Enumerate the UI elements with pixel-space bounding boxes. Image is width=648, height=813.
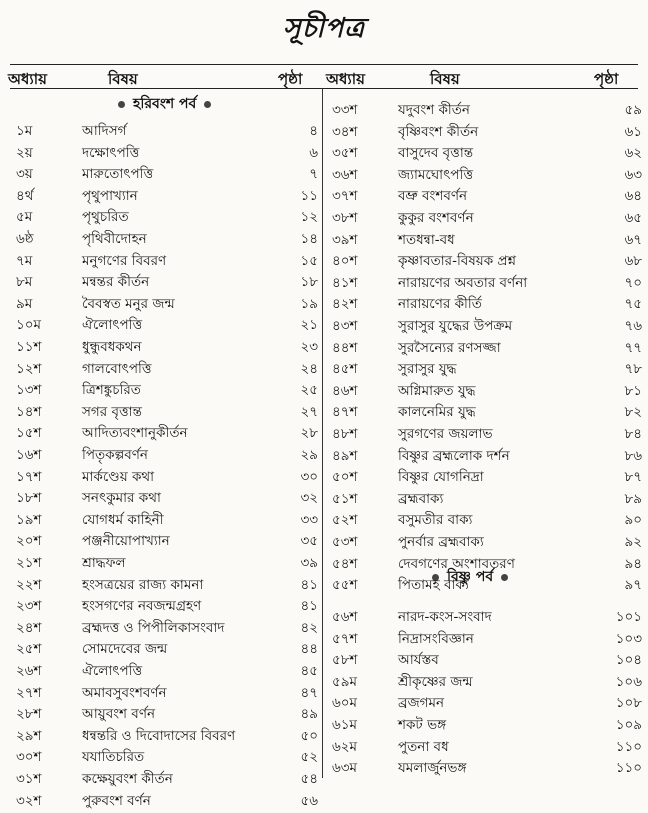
chapter-title: নিদ্রাসংবিজ্ঞান xyxy=(398,630,474,647)
page-number: ১৪ xyxy=(300,231,318,247)
chapter-title: আর্যস্তব xyxy=(398,652,439,669)
bullet-icon xyxy=(118,101,125,108)
chapter-number: ৭ম xyxy=(16,252,33,269)
chapter-title: সগর বৃত্তান্ত xyxy=(82,403,142,420)
chapter-title: কৃষ্ণাবতার-বিষয়ক প্রশ্ন xyxy=(398,253,517,270)
page-number: ৩৫ xyxy=(300,533,318,550)
toc-row xyxy=(10,484,318,506)
toc-row xyxy=(10,160,318,182)
chapter-number: ৫১শ xyxy=(332,490,358,507)
toc-row xyxy=(10,311,318,333)
chapter-title: পুরুবংশ বর্ণন xyxy=(82,792,151,809)
chapter-title: পিতামহ বাক্য xyxy=(398,577,469,594)
chapter-number: ৪০শ xyxy=(332,253,358,270)
chapter-number: ৩৮শ xyxy=(332,210,358,226)
page-number: ১৮ xyxy=(300,274,318,291)
chapter-number: ৪১শ xyxy=(332,274,358,291)
page-number: ২৮ xyxy=(300,425,318,442)
page-number: ৩৩ xyxy=(300,511,318,528)
chapter-title: বৈবস্বত মনুর জন্ম xyxy=(82,295,175,312)
toc-row xyxy=(10,679,318,701)
toc-row xyxy=(326,182,642,204)
toc-row xyxy=(326,485,642,507)
chapter-title: আদিসর্গ xyxy=(82,123,127,139)
toc-row xyxy=(10,657,318,679)
page-number: ১০৩ xyxy=(615,630,642,647)
page-number: ৭৭ xyxy=(624,339,642,356)
toc-row xyxy=(326,571,642,593)
toc-row xyxy=(326,668,642,690)
contents-table xyxy=(0,90,648,809)
chapter-number: ৩৯শ xyxy=(332,231,358,248)
chapter-number: ৫৪শ xyxy=(332,555,358,572)
bullet-icon xyxy=(204,101,211,108)
header-topic-right: বিষয় xyxy=(430,70,460,88)
header-chapter-right: অধ্যায় xyxy=(326,70,365,88)
chapter-number: ১ম xyxy=(16,123,33,139)
toc-row xyxy=(10,571,318,593)
toc-row xyxy=(326,754,642,776)
chapter-number: ৬৩ম xyxy=(332,760,358,777)
chapter-title: যোগধর্ম কাহিনী xyxy=(82,511,164,528)
page-number: ১০৯ xyxy=(615,717,642,733)
page-number: ৩৯ xyxy=(300,555,318,571)
page-number: ২৩ xyxy=(300,339,318,355)
page-number: ৫২ xyxy=(300,749,318,766)
chapter-number: ৩৩শ xyxy=(332,102,358,118)
chapter-title: দেবগণের অংশাবতরণ xyxy=(398,555,515,572)
chapter-number: ২৭শ xyxy=(16,684,42,701)
toc-row xyxy=(10,441,318,463)
chapter-title: পৃথুপাখ্যান xyxy=(82,187,138,204)
chapter-number: ৩৪শ xyxy=(332,123,358,140)
chapter-number: ৪৮শ xyxy=(332,426,358,442)
toc-row xyxy=(10,376,318,398)
page-number: ৮৭ xyxy=(624,469,642,486)
chapter-number: ৩৭শ xyxy=(332,188,358,205)
toc-row xyxy=(10,743,318,765)
chapter-number: ১৫শ xyxy=(16,425,42,442)
chapter-number: ৫৮শ xyxy=(332,652,358,669)
page-number: ৫৯ xyxy=(624,102,642,118)
chapter-title: পুতনা বধ xyxy=(398,738,449,755)
toc-row xyxy=(326,711,642,733)
chapter-number: ২৫শ xyxy=(16,641,42,658)
chapter-number: ১০ম xyxy=(16,317,42,334)
toc-row xyxy=(10,398,318,420)
page-number: ২৪ xyxy=(300,360,318,377)
header-page-left: পৃষ্ঠা xyxy=(278,70,303,88)
chapter-title: যদুবংশ কীর্তন xyxy=(398,102,470,118)
toc-row xyxy=(326,226,642,248)
chapter-title: শ্রীকৃষ্ণের জন্ম xyxy=(398,673,473,690)
page-number: ৪ xyxy=(309,123,318,139)
chapter-title: বসুমতীর বাক্য xyxy=(398,512,473,529)
chapter-title: হংসত্রয়ের রাজ্য কামনা xyxy=(82,576,204,593)
page-number: ৯২ xyxy=(624,534,642,550)
chapter-title: যযাতিচরিত xyxy=(82,749,145,766)
toc-row xyxy=(326,528,642,550)
toc-row xyxy=(326,689,642,711)
page-number: ১৫ xyxy=(300,252,318,269)
page-number: ২১ xyxy=(300,317,318,334)
toc-row xyxy=(10,290,318,312)
header-chapter-left: অধ্যায় xyxy=(8,70,47,88)
toc-row xyxy=(326,463,642,485)
chapter-title: ধুন্ধুবধকথন xyxy=(82,339,142,355)
toc-row xyxy=(10,635,318,657)
page-number: ৪৫ xyxy=(300,663,318,679)
page-number: ৪৪ xyxy=(300,641,318,658)
chapter-number: ৪৭শ xyxy=(332,404,358,421)
toc-row xyxy=(10,463,318,485)
chapter-title: মন্বন্তর কীর্তন xyxy=(82,274,150,291)
toc-row xyxy=(326,625,642,647)
chapter-title: সুরগণের জয়লাভ xyxy=(398,426,493,442)
page-number: ১৯ xyxy=(300,295,318,312)
page-number: ৮১ xyxy=(624,382,642,399)
page-number: ২৫ xyxy=(300,382,318,399)
chapter-title: পুনর্বার ব্রহ্মবাক্য xyxy=(398,534,484,550)
chapter-title: পৃথিবীদোহন xyxy=(82,231,147,247)
section-heading-harivamsha xyxy=(110,92,219,116)
chapter-title: কালনেমির যুদ্ধ xyxy=(398,404,476,421)
chapter-title: আদিত্যবংশানুকীর্তন xyxy=(82,425,188,442)
chapter-title: সোমদেবের জন্ম xyxy=(82,641,168,658)
chapter-title: দক্ষোৎপত্তি xyxy=(82,144,140,161)
toc-row xyxy=(326,420,642,442)
chapter-number: ৩০শ xyxy=(16,749,42,766)
chapter-title: অমাবসুবংশবর্ণন xyxy=(82,684,167,701)
toc-row xyxy=(10,139,318,161)
chapter-number: ৪২শ xyxy=(332,296,358,313)
chapter-number: ৪৯শ xyxy=(332,447,358,464)
page-number: ৮৬ xyxy=(624,447,642,464)
chapter-number: ৫২শ xyxy=(332,512,358,529)
page-number: ৬ xyxy=(309,144,318,161)
toc-row xyxy=(10,592,318,614)
chapter-number: ৬২ম xyxy=(332,738,358,755)
chapter-number: ৫ম xyxy=(16,209,33,226)
toc-row xyxy=(326,733,642,755)
chapter-title: সুরাসুর যুদ্ধ xyxy=(398,361,457,378)
toc-row xyxy=(326,506,642,528)
toc-row xyxy=(326,96,642,118)
chapter-title: সনৎকুমার কথা xyxy=(82,490,161,507)
toc-row xyxy=(326,269,642,291)
page-number: ৭ xyxy=(309,166,318,183)
chapter-number: ২৬শ xyxy=(16,663,42,679)
page-number: ১০৮ xyxy=(615,695,642,712)
page-number: ১০৪ xyxy=(615,652,642,669)
page-number: ১১ xyxy=(300,187,318,204)
chapter-title: নারায়ণের অবতার বর্ণনা xyxy=(398,274,528,291)
chapter-title: শকট ভঙ্গ xyxy=(398,717,447,733)
page-number: ৬৭ xyxy=(624,231,642,248)
page-number: ৬২ xyxy=(624,145,642,162)
chapter-title: ব্রজগমন xyxy=(398,695,445,712)
chapter-number: ২০শ xyxy=(16,533,42,550)
toc-row xyxy=(10,549,318,571)
page-number: ৭৫ xyxy=(624,296,642,313)
toc-row xyxy=(326,603,642,625)
page-number: ৪১ xyxy=(300,576,318,593)
chapter-title: আয়ুবংশ বর্ণন xyxy=(82,706,156,723)
page-number: ১১০ xyxy=(615,760,642,777)
chapter-title: ঐলোৎপত্তি xyxy=(82,317,143,334)
page-number: ২৯ xyxy=(300,447,318,463)
chapter-number: ১৩শ xyxy=(16,382,42,399)
chapter-number: ৪র্থ xyxy=(16,187,34,204)
toc-row xyxy=(326,646,642,668)
chapter-title: অগ্নিমারুত যুদ্ধ xyxy=(398,382,476,399)
toc-row xyxy=(10,117,318,139)
toc-row xyxy=(326,204,642,226)
chapter-title: হংসগণের নবজন্মগ্রহণ xyxy=(82,598,202,615)
page-number: ২৭ xyxy=(300,403,318,420)
chapter-number: ১২শ xyxy=(16,360,42,377)
chapter-number: ৫০শ xyxy=(332,469,358,486)
page-number: ৯০ xyxy=(624,512,642,529)
page-number: ১০১ xyxy=(615,609,642,625)
chapter-number: ২৯শ xyxy=(16,727,42,744)
toc-row xyxy=(326,442,642,464)
chapter-number: ২য় xyxy=(16,144,33,161)
page-number: ৯৭ xyxy=(624,577,642,594)
chapter-number: ১৯শ xyxy=(16,511,42,528)
chapter-number: ১৬শ xyxy=(16,447,42,463)
chapter-title: কক্ষেয়ুবংশ কীর্তন xyxy=(82,771,173,787)
chapter-title: মনুগণের বিবরণ xyxy=(82,252,167,269)
toc-row xyxy=(10,419,318,441)
chapter-title: নারায়ণের কীর্তি xyxy=(398,296,482,313)
toc-row xyxy=(10,787,318,809)
chapter-number: ৪৪শ xyxy=(332,339,358,356)
page-number: ১২ xyxy=(300,209,318,226)
chapter-number: ৯ম xyxy=(16,295,33,312)
chapter-number: ২২শ xyxy=(16,576,42,593)
toc-row xyxy=(10,722,318,744)
toc-row xyxy=(10,225,318,247)
toc-row xyxy=(326,312,642,334)
section-title: হরিবংশ পর্ব xyxy=(133,96,197,112)
page-number: ৪৯ xyxy=(300,706,318,723)
toc-row xyxy=(10,614,318,636)
toc-row xyxy=(326,118,642,140)
toc-row xyxy=(10,333,318,355)
chapter-number: ২৩শ xyxy=(16,598,42,615)
chapter-number: ৩১শ xyxy=(16,771,42,787)
chapter-title: শতধন্বা-বধ xyxy=(398,231,455,248)
page-number: ৪২ xyxy=(300,619,318,636)
page-number: ১০৬ xyxy=(615,673,642,690)
chapter-number: ৩৫শ xyxy=(332,145,358,162)
toc-row xyxy=(10,506,318,528)
toc-row xyxy=(326,161,642,183)
chapter-number: ৪৬শ xyxy=(332,382,358,399)
chapter-number: ৬০ম xyxy=(332,695,358,712)
chapter-number: ৩৬শ xyxy=(332,166,358,183)
chapter-title: ধন্বন্তরি ও দিবোদাসের বিবরণ xyxy=(82,727,236,744)
page-number: ৯৪ xyxy=(624,555,642,572)
toc-row xyxy=(326,550,642,572)
toc-row xyxy=(10,268,318,290)
toc-row xyxy=(326,247,642,269)
chapter-number: ৫৭শ xyxy=(332,630,358,647)
page-number: ৭০ xyxy=(624,274,642,291)
toc-row xyxy=(326,355,642,377)
chapter-title: ঐলোৎপত্তি xyxy=(82,663,143,679)
chapter-title: শ্রাদ্ধফল xyxy=(82,555,126,571)
toc-row xyxy=(326,139,642,161)
header-topic-left: বিষয় xyxy=(108,70,138,88)
chapter-number: ৫৫শ xyxy=(332,577,358,594)
page-number: ৫৪ xyxy=(300,771,318,787)
chapter-title: বিষ্ণুর ব্রহ্মলোক দর্শন xyxy=(398,447,510,464)
chapter-number: ৫৩শ xyxy=(332,534,358,550)
page-number: ৫০ xyxy=(300,727,318,744)
chapter-title: কুকুর বংশবর্ণন xyxy=(398,210,474,226)
chapter-title: যমলার্জুনভঙ্গ xyxy=(398,760,467,777)
chapter-title: সুরসৈন্যের রণসজ্জা xyxy=(398,339,501,356)
column-header-row xyxy=(0,64,648,88)
chapter-number: ৩২শ xyxy=(16,792,42,809)
toc-row xyxy=(326,377,642,399)
page-number: ৫৬ xyxy=(300,792,318,809)
chapter-number: ৪৫শ xyxy=(332,361,358,378)
page-number: ৩২ xyxy=(300,490,318,507)
page-number: ৬৫ xyxy=(624,210,642,226)
chapter-title: বিষ্ণুর যোগনিদ্রা xyxy=(398,469,484,486)
page-number: ৬৪ xyxy=(624,188,642,205)
chapter-number: ১৭শ xyxy=(16,468,42,485)
page-number: ৪১ xyxy=(300,598,318,615)
chapter-number: ১৪শ xyxy=(16,403,42,420)
page-number: ৪৭ xyxy=(300,684,318,701)
chapter-number: ৫৯ম xyxy=(332,673,358,690)
page-title: সূচীপত্র xyxy=(282,13,366,44)
chapter-number: ৮ম xyxy=(16,274,33,291)
chapter-title: বাসুদেব বৃত্তান্ত xyxy=(398,145,474,162)
page-number: ৬৮ xyxy=(624,253,642,270)
page-number: ৭৬ xyxy=(624,318,642,334)
chapter-title: পিতৃকল্পবর্ণন xyxy=(82,447,148,463)
toc-row xyxy=(326,290,642,312)
chapter-title: বৃষ্ণিবংশ কীর্তন xyxy=(398,123,479,140)
chapter-title: সুরাসুর যুদ্ধের উপক্রম xyxy=(398,318,513,334)
chapter-number: ১১শ xyxy=(16,339,42,355)
header-rule-bottom xyxy=(10,88,638,89)
page-number: ৮২ xyxy=(624,404,642,421)
chapter-number: ৫৬শ xyxy=(332,609,358,625)
section-title: বিষ্ণু পর্ব xyxy=(447,569,494,585)
chapter-title: নারদ-কংস-সংবাদ xyxy=(398,609,492,625)
toc-row xyxy=(10,182,318,204)
toc-row xyxy=(326,398,642,420)
toc-row xyxy=(10,700,318,722)
chapter-title: গালবোৎপত্তি xyxy=(82,360,152,377)
chapter-number: ৪৩শ xyxy=(332,318,358,334)
chapter-title: মারুতোৎপত্তি xyxy=(82,166,154,183)
toc-row xyxy=(10,765,318,787)
page-number: ৭৮ xyxy=(624,361,642,378)
page-number: ৮৯ xyxy=(624,490,642,507)
chapter-number: ৬ষ্ঠ xyxy=(16,231,34,247)
page-number: ৬৩ xyxy=(624,166,642,183)
chapter-title: পঞ্জনীয়োপাখ্যান xyxy=(82,533,170,550)
toc-row xyxy=(10,203,318,225)
page-number: ১১০ xyxy=(615,738,642,755)
chapter-title: ব্রহ্মবাক্য xyxy=(398,490,444,507)
page-number: ৩০ xyxy=(300,468,318,485)
toc-row xyxy=(10,355,318,377)
toc-row xyxy=(326,334,642,356)
header-page-right: পৃষ্ঠা xyxy=(594,70,619,88)
chapter-title: বভ্রু বংশবর্ণন xyxy=(398,188,468,205)
toc-row xyxy=(10,247,318,269)
chapter-number: ৩য় xyxy=(16,166,33,183)
header-rule-top xyxy=(10,64,638,65)
page-number: ৮৪ xyxy=(624,426,642,442)
chapter-title: মার্কণ্ডেয় কথা xyxy=(82,468,155,485)
chapter-number: ২৪শ xyxy=(16,619,42,636)
page-number: ৬১ xyxy=(624,123,642,140)
toc-row xyxy=(10,527,318,549)
chapter-title: পৃথুচরিত xyxy=(82,209,129,226)
chapter-title: ব্রহ্মদত্ত ও পিপীলিকাসংবাদ xyxy=(82,619,225,636)
chapter-number: ২৮শ xyxy=(16,706,42,723)
chapter-title: জ্যামঘোৎপত্তি xyxy=(398,166,473,183)
chapter-title: ত্রিশঙ্কুচরিত xyxy=(82,382,141,399)
chapter-number: ৬১ম xyxy=(332,717,358,733)
chapter-number: ২১শ xyxy=(16,555,42,571)
chapter-number: ১৮শ xyxy=(16,490,42,507)
